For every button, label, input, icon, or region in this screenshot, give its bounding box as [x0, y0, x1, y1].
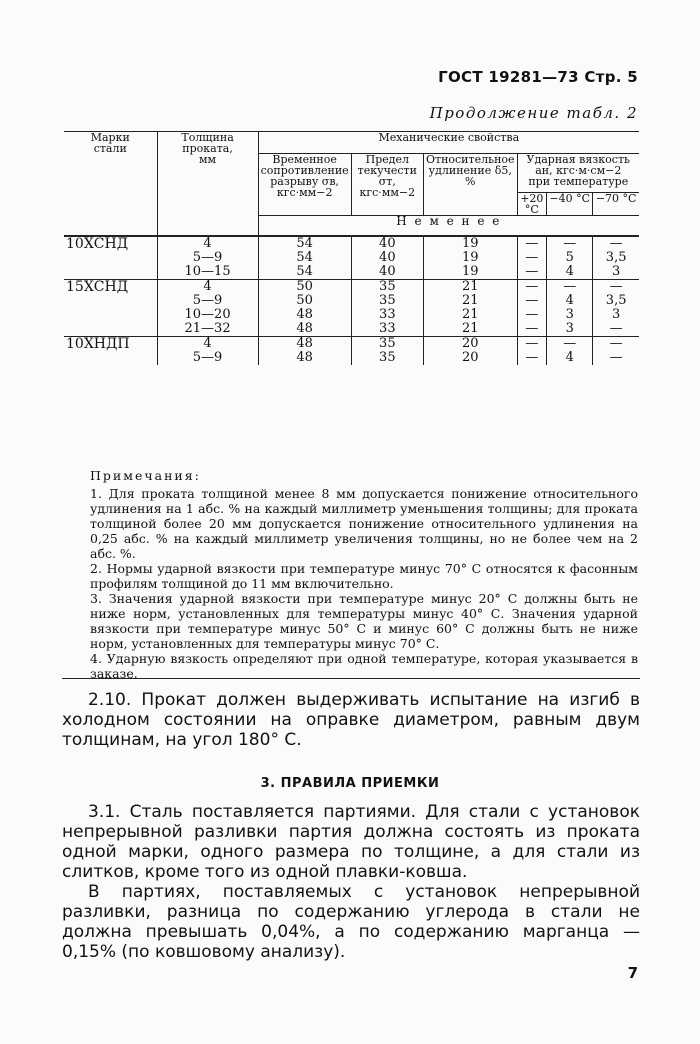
cell-value: 54	[296, 264, 313, 279]
clause-3-1-text: 3.1. Сталь поставляется партиями. Для стали с установок непрерывной разливки партия должна состоять из проката одной марки, одного размера по толщине, а для стали из слитков, кроме того из одной плавки-ковша.	[62, 802, 640, 882]
elongation-cell	[423, 337, 517, 366]
cell-value: 4	[203, 279, 212, 294]
elongation-cell	[423, 280, 517, 337]
cell-value: 50	[296, 293, 313, 308]
cell-value: 54	[296, 250, 313, 265]
col-header-yield: Предел текучести σт, кгс·мм−2	[351, 154, 423, 216]
temp-minus70: −70 °C	[593, 193, 639, 216]
impact-minus40-cell	[547, 337, 593, 366]
cell-value: —	[563, 336, 577, 351]
impact-plus20-cell	[517, 337, 547, 366]
cell-value: 21	[461, 293, 479, 308]
col-header-tensile: Временное сопротивление разрыву σв, кгс·мм−2	[258, 154, 351, 216]
cell-value: 19	[461, 264, 479, 279]
impact-minus70-cell	[593, 280, 639, 337]
cell-value: —	[525, 350, 539, 365]
cell-value: 35	[379, 336, 396, 351]
impact-minus40-cell	[547, 280, 593, 337]
cell-value: —	[525, 264, 539, 279]
cell-value: 35	[379, 350, 396, 365]
notes-divider	[62, 678, 640, 679]
cell-value: 4	[565, 264, 574, 279]
cell-value: 4	[565, 350, 574, 365]
temp-minus40: −40 °C	[547, 193, 593, 216]
cell-value: 3,5	[605, 293, 627, 308]
cell-value: 3,5	[605, 250, 627, 265]
cell-value: —	[525, 236, 539, 251]
col-header-mechanical: Механические свойства	[258, 132, 639, 154]
grade-cell: 15ХСНД	[64, 280, 157, 337]
yield-cell	[351, 280, 423, 337]
cell-value: 10—20	[184, 307, 231, 322]
mechanical-properties-table	[64, 131, 639, 365]
table-row	[64, 280, 639, 337]
col-header-grade: Марки стали	[64, 132, 157, 237]
cell-value: 35	[379, 293, 396, 308]
yield-cell	[351, 236, 423, 280]
thickness-cell	[157, 280, 258, 337]
cell-value: 48	[296, 336, 313, 351]
notes-block	[90, 468, 638, 681]
cell-value: 33	[379, 321, 396, 336]
cell-value: —	[525, 321, 539, 336]
cell-value: 3	[612, 307, 621, 322]
page-number: 7	[627, 964, 638, 982]
cell-value: 21	[461, 279, 479, 294]
thickness-cell	[157, 337, 258, 366]
cell-value: 48	[296, 307, 313, 322]
cell-value: 54	[296, 236, 313, 251]
cell-value: 20	[461, 336, 479, 351]
cell-value: 5	[565, 250, 574, 265]
cell-value: 3	[612, 264, 621, 279]
cell-value: 40	[379, 264, 396, 279]
cell-value: 3	[565, 307, 574, 322]
cell-value: —	[609, 279, 623, 294]
cell-value: 5—9	[192, 250, 223, 265]
cell-value: 19	[461, 236, 479, 251]
cell-value: 20	[461, 350, 479, 365]
col-header-thickness: Толщина проката, мм	[157, 132, 258, 237]
cell-value: 48	[296, 350, 313, 365]
cell-value: 21—32	[184, 321, 231, 336]
cell-value: 33	[379, 307, 396, 322]
grade-cell: 10ХСНД	[66, 236, 129, 252]
page-header: ГОСТ 19281—73 Стр. 5	[438, 68, 638, 86]
impact-minus70-cell	[593, 337, 639, 366]
cell-value: —	[609, 321, 623, 336]
cell-value: 50	[296, 279, 313, 294]
note-3: 3. Значения ударной вязкости при температуре минус 20° С должны быть не ниже норм, установленных для температуры минус 40° С. Значения ударной вязкости при температуре минус 50° С и минус 60° С должны быть не ниже норм, установленных для температуры минус 70° С.	[90, 591, 638, 651]
impact-minus70-cell	[593, 236, 639, 280]
cell-value: 10—15	[184, 264, 231, 279]
section-3-title: 3. ПРАВИЛА ПРИЕМКИ	[260, 776, 440, 791]
cell-value: 3	[565, 321, 574, 336]
clause-2-10-text: 2.10. Прокат должен выдерживать испытание на изгиб в холодном состоянии на оправке диаметром, равным двум толщинам, на угол 180° С.	[62, 690, 640, 750]
table-row	[64, 236, 639, 280]
impact-minus40-cell	[547, 236, 593, 280]
thickness-cell	[157, 236, 258, 280]
cell-value: 19	[461, 250, 479, 265]
col-header-elongation: Относительное удлинение δ5, %	[423, 154, 517, 216]
cell-value: —	[609, 236, 623, 251]
col-header-impact: Ударная вязкость aн, кгс·м·см−2 при температуре	[517, 154, 639, 193]
impact-plus20-cell	[517, 280, 547, 337]
cell-value: —	[525, 307, 539, 322]
cell-value: 40	[379, 236, 396, 251]
tensile-cell	[258, 337, 351, 366]
clause-3-1-text-b: В партиях, поставляемых с установок непрерывной разливки, разница по содержанию углерода в стали не должна превышать 0,04%, а по содержанию марганца — 0,15% (по ковшовому анализу).	[62, 882, 640, 962]
cell-value: 21	[461, 307, 479, 322]
cell-value: 5—9	[192, 293, 223, 308]
cell-value: —	[609, 350, 623, 365]
cell-value: —	[609, 336, 623, 351]
table-row	[64, 337, 639, 366]
cell-value: —	[563, 279, 577, 294]
note-4: 4. Ударную вязкость определяют при одной температуре, которая указывается в заказе.	[90, 651, 638, 681]
note-2: 2. Нормы ударной вязкости при температуре минус 70° С относятся к фасонным профилям толщиной до 11 мм включительно.	[90, 561, 638, 591]
clause-3-1	[62, 802, 640, 962]
table-continuation-label: Продолжение табл. 2	[429, 104, 638, 122]
elongation-cell	[423, 236, 517, 280]
cell-value: 4	[565, 293, 574, 308]
temp-plus20: +20 °C	[517, 193, 547, 216]
cell-value: 35	[379, 279, 396, 294]
cell-value: —	[525, 336, 539, 351]
cell-value: 4	[203, 336, 212, 351]
impact-plus20-cell	[517, 236, 547, 280]
not-less-label: Н е м е н е е	[258, 216, 639, 237]
cell-value: —	[563, 236, 577, 251]
tensile-cell	[258, 280, 351, 337]
cell-value: 5—9	[192, 350, 223, 365]
notes-title: Примечания:	[90, 468, 201, 483]
cell-value: 4	[203, 236, 212, 251]
cell-value: —	[525, 279, 539, 294]
tensile-cell	[258, 236, 351, 280]
cell-value: —	[525, 293, 539, 308]
cell-value: —	[525, 250, 539, 265]
yield-cell	[351, 337, 423, 366]
clause-2-10	[62, 690, 640, 750]
note-1: 1. Для проката толщиной менее 8 мм допускается понижение относительного удлинения на 1 абс. % на каждый миллиметр уменьшения толщины; для проката толщиной более 20 мм допускается понижение относительного удлинения на 0,25 абс. % на каждый миллиметр увеличения толщины, но не более чем на 2 абс. %.	[90, 486, 638, 561]
cell-value: 21	[461, 321, 479, 336]
grade-cell: 10ХНДП	[64, 337, 157, 366]
cell-value: 40	[379, 250, 396, 265]
cell-value: 48	[296, 321, 313, 336]
